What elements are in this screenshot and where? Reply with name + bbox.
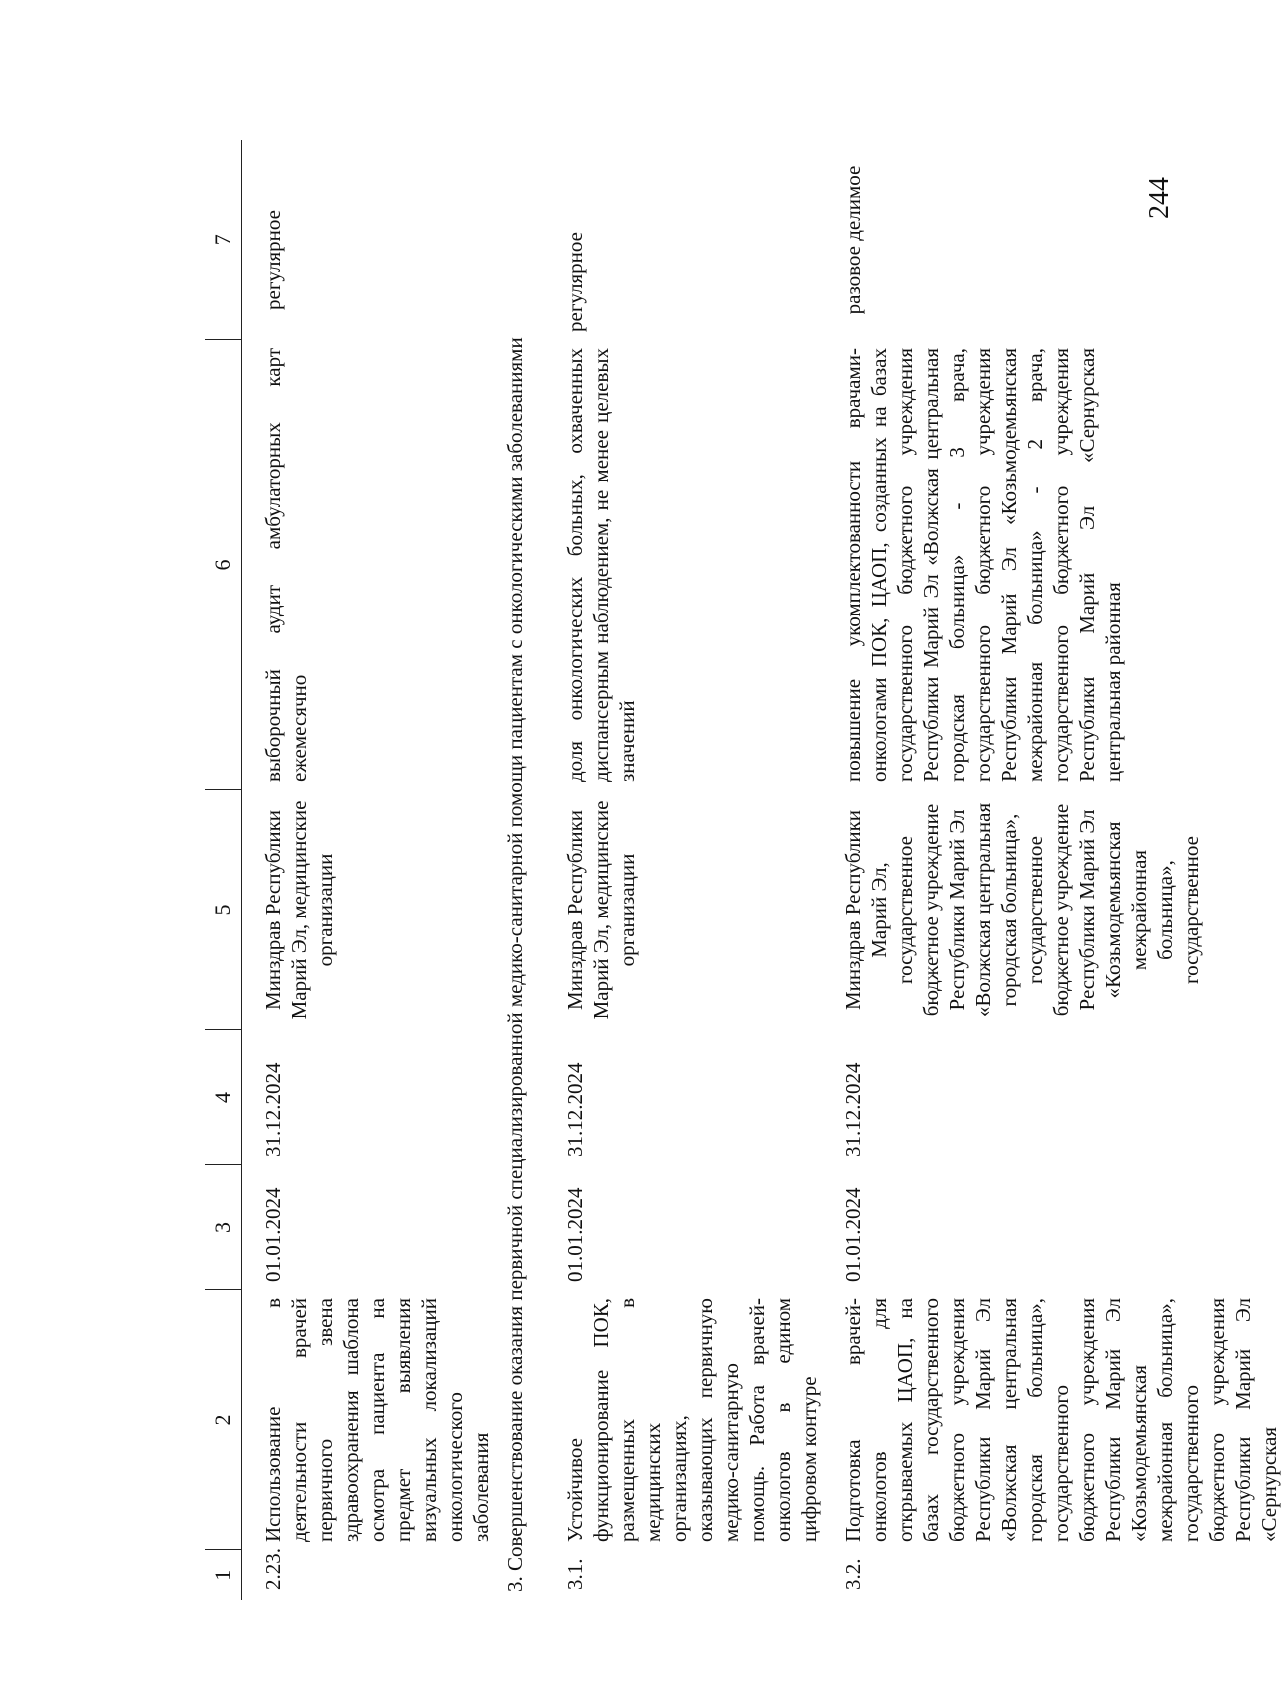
responsible: Минздрав Республики Марий Эл, медицинские организации — [261, 800, 337, 1020]
column-header: 3 — [205, 1165, 242, 1290]
measure-description: Устойчивое функционирование ПОК, размещенных в медицинских организациях, оказывающих первичную медико-санитарную помощь. Работа врачей-онкологов в едином цифровом контуре — [563, 1298, 821, 1542]
start-date: 01.01.2024 — [261, 1187, 285, 1282]
column-header: 7 — [205, 140, 242, 340]
measures-table — [205, 140, 1282, 1600]
row-number: 3.2. — [841, 1558, 865, 1590]
page-number: 244 — [1144, 177, 1175, 219]
measure-type: регулярное — [563, 232, 587, 332]
start-date: 01.01.2024 — [563, 1187, 587, 1282]
row-number: 3.1. — [563, 1558, 587, 1590]
table-row — [544, 140, 822, 1600]
table-row — [242, 140, 495, 1600]
end-date: 31.12.2024 — [563, 1062, 587, 1157]
column-header: 1 — [205, 1550, 242, 1600]
section-row — [494, 140, 544, 1600]
measure-description: Подготовка врачей-онкологов для открываемых ЦАОП, на базах государственного бюджетного учреждения Республики Марий Эл «Волжская центральная городская больница», государственного бюджетного учреждения Республики Марий Эл «Козьмодемьянская межрайонная больница», государственного бюджетного учреждения Республики Марий Эл «Сернурская — [841, 1298, 1281, 1542]
row-number: 2.23. — [261, 1548, 285, 1590]
table-row — [822, 140, 1282, 1600]
measure-type: разовое делимое — [841, 165, 865, 315]
column-header: 2 — [205, 1290, 242, 1550]
result: доля онкологических больных, охваченных диспансерным наблюдением, не менее целевых значений — [563, 348, 639, 782]
measure-description: Использование в деятельности врачей первичного звена здравоохранения шаблона осмотра пациента на предмет выявления визуальных локализаций онкологического заболевания — [261, 1298, 493, 1542]
responsible: Минздрав Республики Марий Эл, государственное бюджетное учреждение Республики Марий Эл «Волжская центральная городская больница», государственное бюджетное учреждение Республики Марий Эл «Козьмодемьянская межрайонная больница», государственное — [841, 802, 1203, 1018]
measure-type: регулярное — [261, 210, 285, 310]
column-header: 6 — [205, 340, 242, 790]
result: повышение укомплектованности врачами-онкологами ПОК, ЦАОП, созданных на базах государственного бюджетного учреждения Республики Марий Эл «Волжская центральная городская больница» - 3 врача, государственного бюджетного учреждения Республики Марий Эл «Козьмодемьянская межрайонная больница» - 2 врача, государственного бюджетного учреждения Республики Марий Эл «Сернурская центральная районная — [841, 348, 1125, 782]
end-date: 31.12.2024 — [841, 1062, 865, 1157]
column-header: 4 — [205, 1030, 242, 1165]
table-header-row — [205, 140, 242, 1600]
result: выборочный аудит амбулаторных карт ежемесячно — [261, 348, 311, 782]
column-header: 5 — [205, 790, 242, 1030]
responsible: Минздрав Республики Марий Эл, медицинские организации — [563, 800, 639, 1020]
section-heading: 3. Совершенствование оказания первичной специализированной медико-санитарной помощи пациентам с онкологическими заболеваниями — [503, 337, 527, 1592]
start-date: 01.01.2024 — [841, 1187, 865, 1282]
end-date: 31.12.2024 — [261, 1062, 285, 1157]
